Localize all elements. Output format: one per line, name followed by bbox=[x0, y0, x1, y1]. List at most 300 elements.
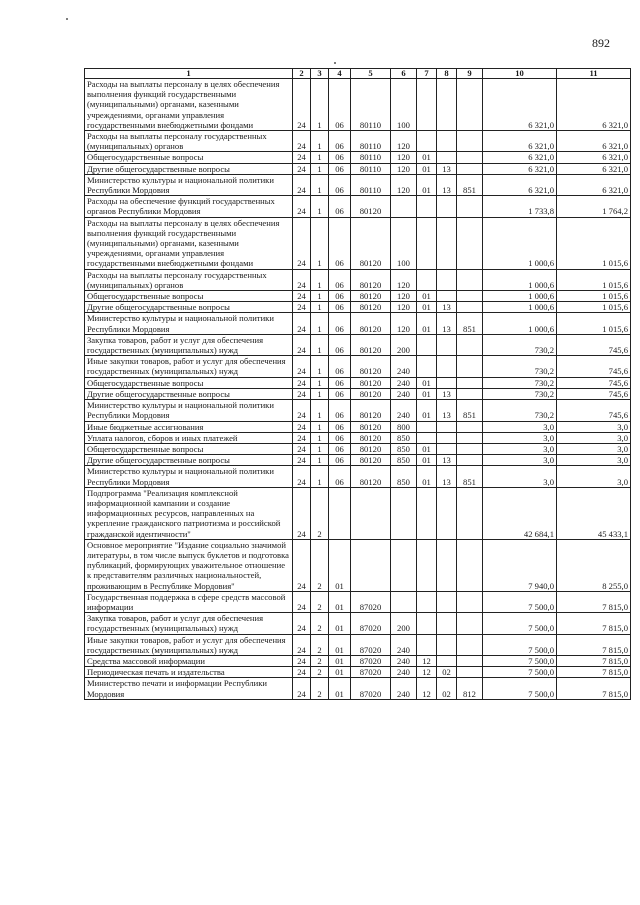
table-body bbox=[85, 79, 631, 700]
target-item-cell: 80120 bbox=[351, 377, 391, 388]
table-row bbox=[85, 400, 631, 421]
amount-year2-cell: 7 815,0 bbox=[557, 678, 631, 699]
amount-year1-cell: 7 500,0 bbox=[483, 613, 557, 634]
program-cell: 06 bbox=[329, 421, 351, 432]
program-cell: 01 bbox=[329, 591, 351, 612]
amount-year1-cell: 6 321,0 bbox=[483, 79, 557, 131]
target-item-cell: 80120 bbox=[351, 302, 391, 313]
section-cell: 24 bbox=[293, 79, 311, 131]
subdivision-cell: 13 bbox=[437, 313, 457, 334]
scan-speck bbox=[334, 62, 336, 64]
division-cell bbox=[417, 79, 437, 131]
subsection-cell: 1 bbox=[311, 163, 329, 174]
subdivision-cell bbox=[437, 634, 457, 655]
amount-year2-cell: 6 321,0 bbox=[557, 174, 631, 195]
ministry-code-cell: 851 bbox=[457, 174, 483, 195]
program-cell: 01 bbox=[329, 667, 351, 678]
subsection-cell: 1 bbox=[311, 174, 329, 195]
section-cell: 24 bbox=[293, 269, 311, 290]
expense-type-cell: 850 bbox=[391, 443, 417, 454]
amount-year1-cell: 730,2 bbox=[483, 400, 557, 421]
program-cell: 06 bbox=[329, 174, 351, 195]
amount-year2-cell: 3,0 bbox=[557, 443, 631, 454]
subdivision-cell bbox=[437, 539, 457, 591]
ministry-code-cell: 851 bbox=[457, 466, 483, 487]
expense-type-cell: 240 bbox=[391, 377, 417, 388]
section-cell: 24 bbox=[293, 591, 311, 612]
program-cell: 06 bbox=[329, 302, 351, 313]
expense-type-cell: 850 bbox=[391, 466, 417, 487]
subsection-cell: 1 bbox=[311, 421, 329, 432]
amount-year2-cell: 745,6 bbox=[557, 400, 631, 421]
row-name-cell: Уплата налогов, сборов и иных платежей bbox=[85, 432, 293, 443]
program-cell: 01 bbox=[329, 613, 351, 634]
amount-year2-cell: 3,0 bbox=[557, 455, 631, 466]
expense-type-cell: 800 bbox=[391, 421, 417, 432]
amount-year2-cell: 45 433,1 bbox=[557, 487, 631, 539]
table-row bbox=[85, 421, 631, 432]
table-row bbox=[85, 131, 631, 152]
amount-year1-cell: 1 000,6 bbox=[483, 217, 557, 269]
subdivision-cell bbox=[437, 487, 457, 539]
table-row bbox=[85, 388, 631, 399]
row-name-cell: Закупка товаров, работ и услуг для обеспечения государственных (муниципальных) нужд bbox=[85, 334, 293, 355]
target-item-cell: 80120 bbox=[351, 432, 391, 443]
expense-type-cell: 100 bbox=[391, 217, 417, 269]
table-row bbox=[85, 302, 631, 313]
section-cell: 24 bbox=[293, 196, 311, 217]
expense-type-cell: 240 bbox=[391, 667, 417, 678]
subsection-cell: 1 bbox=[311, 455, 329, 466]
amount-year1-cell: 7 500,0 bbox=[483, 591, 557, 612]
section-cell: 24 bbox=[293, 432, 311, 443]
target-item-cell bbox=[351, 487, 391, 539]
expense-type-cell: 120 bbox=[391, 269, 417, 290]
subdivision-cell bbox=[437, 356, 457, 377]
row-name-cell: Иные закупки товаров, работ и услуг для обеспечения государственных (муниципальных) нужд bbox=[85, 634, 293, 655]
row-name-cell: Общегосударственные вопросы bbox=[85, 443, 293, 454]
program-cell: 06 bbox=[329, 131, 351, 152]
program-cell: 06 bbox=[329, 79, 351, 131]
subsection-cell: 2 bbox=[311, 487, 329, 539]
target-item-cell: 87020 bbox=[351, 667, 391, 678]
subsection-cell: 2 bbox=[311, 667, 329, 678]
target-item-cell: 80120 bbox=[351, 313, 391, 334]
amount-year1-cell: 3,0 bbox=[483, 432, 557, 443]
target-item-cell: 87020 bbox=[351, 678, 391, 699]
subdivision-cell bbox=[437, 131, 457, 152]
program-cell: 06 bbox=[329, 269, 351, 290]
amount-year2-cell: 6 321,0 bbox=[557, 163, 631, 174]
division-cell bbox=[417, 487, 437, 539]
amount-year2-cell: 745,6 bbox=[557, 377, 631, 388]
ministry-code-cell bbox=[457, 421, 483, 432]
row-name-cell: Другие общегосударственные вопросы bbox=[85, 163, 293, 174]
table-row bbox=[85, 455, 631, 466]
amount-year2-cell: 7 815,0 bbox=[557, 634, 631, 655]
division-cell bbox=[417, 613, 437, 634]
subsection-cell: 1 bbox=[311, 291, 329, 302]
row-name-cell: Расходы на выплаты персоналу государственных (муниципальных) органов bbox=[85, 269, 293, 290]
table-row bbox=[85, 196, 631, 217]
column-header: 3 bbox=[311, 69, 329, 79]
budget-table bbox=[84, 68, 631, 700]
subsection-cell: 2 bbox=[311, 613, 329, 634]
subdivision-cell bbox=[437, 79, 457, 131]
ministry-code-cell bbox=[457, 163, 483, 174]
subsection-cell: 2 bbox=[311, 634, 329, 655]
target-item-cell: 80110 bbox=[351, 131, 391, 152]
subsection-cell: 1 bbox=[311, 269, 329, 290]
amount-year2-cell: 1 015,6 bbox=[557, 313, 631, 334]
program-cell: 06 bbox=[329, 432, 351, 443]
subdivision-cell bbox=[437, 377, 457, 388]
column-header: 9 bbox=[457, 69, 483, 79]
program-cell: 06 bbox=[329, 377, 351, 388]
table-row bbox=[85, 678, 631, 699]
subsection-cell: 1 bbox=[311, 356, 329, 377]
amount-year1-cell: 3,0 bbox=[483, 466, 557, 487]
ministry-code-cell bbox=[457, 388, 483, 399]
target-item-cell: 80110 bbox=[351, 163, 391, 174]
division-cell: 01 bbox=[417, 455, 437, 466]
division-cell bbox=[417, 432, 437, 443]
section-cell: 24 bbox=[293, 152, 311, 163]
amount-year1-cell: 1 000,6 bbox=[483, 302, 557, 313]
subdivision-cell bbox=[437, 196, 457, 217]
amount-year2-cell: 6 321,0 bbox=[557, 79, 631, 131]
table-row bbox=[85, 163, 631, 174]
division-cell bbox=[417, 334, 437, 355]
amount-year1-cell: 6 321,0 bbox=[483, 131, 557, 152]
amount-year2-cell: 1 015,6 bbox=[557, 291, 631, 302]
section-cell: 24 bbox=[293, 678, 311, 699]
amount-year1-cell: 3,0 bbox=[483, 455, 557, 466]
amount-year2-cell: 6 321,0 bbox=[557, 152, 631, 163]
program-cell: 06 bbox=[329, 334, 351, 355]
table-row bbox=[85, 487, 631, 539]
expense-type-cell: 200 bbox=[391, 613, 417, 634]
column-header: 2 bbox=[293, 69, 311, 79]
ministry-code-cell: 851 bbox=[457, 313, 483, 334]
section-cell: 24 bbox=[293, 313, 311, 334]
column-header: 6 bbox=[391, 69, 417, 79]
row-name-cell: Общегосударственные вопросы bbox=[85, 152, 293, 163]
table-row bbox=[85, 334, 631, 355]
target-item-cell bbox=[351, 539, 391, 591]
amount-year1-cell: 3,0 bbox=[483, 443, 557, 454]
subdivision-cell bbox=[437, 655, 457, 666]
row-name-cell: Министерство культуры и национальной политики Республики Мордовия bbox=[85, 313, 293, 334]
section-cell: 24 bbox=[293, 487, 311, 539]
column-header: 4 bbox=[329, 69, 351, 79]
section-cell: 24 bbox=[293, 455, 311, 466]
program-cell: 06 bbox=[329, 313, 351, 334]
amount-year1-cell: 6 321,0 bbox=[483, 163, 557, 174]
section-cell: 24 bbox=[293, 443, 311, 454]
division-cell: 01 bbox=[417, 400, 437, 421]
section-cell: 24 bbox=[293, 667, 311, 678]
row-name-cell: Министерство культуры и национальной политики Республики Мордовия bbox=[85, 174, 293, 195]
subsection-cell: 1 bbox=[311, 443, 329, 454]
amount-year2-cell: 745,6 bbox=[557, 356, 631, 377]
table-row bbox=[85, 655, 631, 666]
amount-year2-cell: 7 815,0 bbox=[557, 591, 631, 612]
expense-type-cell: 100 bbox=[391, 79, 417, 131]
row-name-cell: Расходы на выплаты персоналу в целях обеспечения выполнения функций государственными (муниципальными) органами, казенными учреждениями, органами управления государственными внебюджетными фондами bbox=[85, 217, 293, 269]
ministry-code-cell bbox=[457, 455, 483, 466]
amount-year2-cell: 3,0 bbox=[557, 421, 631, 432]
expense-type-cell: 850 bbox=[391, 432, 417, 443]
program-cell: 06 bbox=[329, 443, 351, 454]
amount-year2-cell: 1 015,6 bbox=[557, 217, 631, 269]
amount-year2-cell: 1 015,6 bbox=[557, 302, 631, 313]
amount-year2-cell: 3,0 bbox=[557, 432, 631, 443]
expense-type-cell: 120 bbox=[391, 302, 417, 313]
program-cell: 06 bbox=[329, 388, 351, 399]
table-header-row bbox=[85, 69, 631, 79]
expense-type-cell: 120 bbox=[391, 152, 417, 163]
target-item-cell: 80120 bbox=[351, 400, 391, 421]
division-cell bbox=[417, 269, 437, 290]
amount-year2-cell: 7 815,0 bbox=[557, 655, 631, 666]
table-row bbox=[85, 377, 631, 388]
division-cell: 01 bbox=[417, 443, 437, 454]
amount-year1-cell: 730,2 bbox=[483, 377, 557, 388]
column-header: 5 bbox=[351, 69, 391, 79]
ministry-code-cell bbox=[457, 487, 483, 539]
column-header: 8 bbox=[437, 69, 457, 79]
division-cell bbox=[417, 591, 437, 612]
subdivision-cell: 13 bbox=[437, 466, 457, 487]
expense-type-cell: 200 bbox=[391, 334, 417, 355]
subsection-cell: 2 bbox=[311, 678, 329, 699]
subsection-cell: 1 bbox=[311, 131, 329, 152]
table-row bbox=[85, 432, 631, 443]
target-item-cell: 80110 bbox=[351, 152, 391, 163]
division-cell bbox=[417, 634, 437, 655]
division-cell: 01 bbox=[417, 163, 437, 174]
section-cell: 24 bbox=[293, 377, 311, 388]
row-name-cell: Средства массовой информации bbox=[85, 655, 293, 666]
expense-type-cell: 240 bbox=[391, 400, 417, 421]
row-name-cell: Другие общегосударственные вопросы bbox=[85, 388, 293, 399]
division-cell bbox=[417, 217, 437, 269]
amount-year2-cell: 6 321,0 bbox=[557, 131, 631, 152]
expense-type-cell: 240 bbox=[391, 388, 417, 399]
amount-year2-cell: 8 255,0 bbox=[557, 539, 631, 591]
amount-year1-cell: 1 000,6 bbox=[483, 291, 557, 302]
ministry-code-cell bbox=[457, 432, 483, 443]
amount-year1-cell: 6 321,0 bbox=[483, 174, 557, 195]
ministry-code-cell bbox=[457, 667, 483, 678]
subsection-cell: 2 bbox=[311, 539, 329, 591]
table-row bbox=[85, 634, 631, 655]
ministry-code-cell: 851 bbox=[457, 400, 483, 421]
column-header: 7 bbox=[417, 69, 437, 79]
subdivision-cell bbox=[437, 291, 457, 302]
amount-year2-cell: 7 815,0 bbox=[557, 613, 631, 634]
amount-year2-cell: 1 764,2 bbox=[557, 196, 631, 217]
division-cell bbox=[417, 196, 437, 217]
table-row bbox=[85, 174, 631, 195]
target-item-cell: 80120 bbox=[351, 443, 391, 454]
target-item-cell: 80120 bbox=[351, 334, 391, 355]
amount-year2-cell: 745,6 bbox=[557, 388, 631, 399]
column-header: 10 bbox=[483, 69, 557, 79]
division-cell: 12 bbox=[417, 655, 437, 666]
row-name-cell: Расходы на обеспечение функций государственных органов Республики Мордовия bbox=[85, 196, 293, 217]
target-item-cell: 87020 bbox=[351, 613, 391, 634]
subsection-cell: 1 bbox=[311, 152, 329, 163]
page-number: 892 bbox=[592, 36, 610, 50]
amount-year2-cell: 7 815,0 bbox=[557, 667, 631, 678]
subsection-cell: 1 bbox=[311, 79, 329, 131]
expense-type-cell bbox=[391, 196, 417, 217]
subdivision-cell bbox=[437, 269, 457, 290]
program-cell: 06 bbox=[329, 217, 351, 269]
ministry-code-cell bbox=[457, 79, 483, 131]
table-row bbox=[85, 591, 631, 612]
division-cell: 01 bbox=[417, 174, 437, 195]
subdivision-cell bbox=[437, 613, 457, 634]
section-cell: 24 bbox=[293, 466, 311, 487]
section-cell: 24 bbox=[293, 163, 311, 174]
ministry-code-cell bbox=[457, 217, 483, 269]
subdivision-cell: 13 bbox=[437, 302, 457, 313]
subsection-cell: 1 bbox=[311, 302, 329, 313]
table-row bbox=[85, 79, 631, 131]
row-name-cell: Закупка товаров, работ и услуг для обеспечения государственных (муниципальных) нужд bbox=[85, 613, 293, 634]
row-name-cell: Иные бюджетные ассигнования bbox=[85, 421, 293, 432]
amount-year1-cell: 7 500,0 bbox=[483, 634, 557, 655]
expense-type-cell: 240 bbox=[391, 678, 417, 699]
program-cell: 06 bbox=[329, 455, 351, 466]
target-item-cell: 80120 bbox=[351, 388, 391, 399]
ministry-code-cell bbox=[457, 334, 483, 355]
section-cell: 24 bbox=[293, 655, 311, 666]
subdivision-cell bbox=[437, 421, 457, 432]
program-cell: 01 bbox=[329, 678, 351, 699]
table-row bbox=[85, 152, 631, 163]
subdivision-cell bbox=[437, 443, 457, 454]
amount-year1-cell: 730,2 bbox=[483, 334, 557, 355]
expense-type-cell: 240 bbox=[391, 634, 417, 655]
section-cell: 24 bbox=[293, 539, 311, 591]
division-cell: 01 bbox=[417, 466, 437, 487]
subdivision-cell: 02 bbox=[437, 678, 457, 699]
section-cell: 24 bbox=[293, 613, 311, 634]
target-item-cell: 80120 bbox=[351, 196, 391, 217]
ministry-code-cell bbox=[457, 591, 483, 612]
expense-type-cell: 120 bbox=[391, 174, 417, 195]
amount-year1-cell: 1 000,6 bbox=[483, 269, 557, 290]
division-cell bbox=[417, 539, 437, 591]
expense-type-cell: 850 bbox=[391, 455, 417, 466]
row-name-cell: Министерство печати и информации Республики Мордовия bbox=[85, 678, 293, 699]
program-cell: 01 bbox=[329, 634, 351, 655]
table-row bbox=[85, 539, 631, 591]
row-name-cell: Другие общегосударственные вопросы bbox=[85, 302, 293, 313]
target-item-cell: 80120 bbox=[351, 466, 391, 487]
ministry-code-cell bbox=[457, 291, 483, 302]
expense-type-cell bbox=[391, 487, 417, 539]
amount-year1-cell: 6 321,0 bbox=[483, 152, 557, 163]
program-cell: 06 bbox=[329, 291, 351, 302]
subsection-cell: 2 bbox=[311, 591, 329, 612]
division-cell bbox=[417, 356, 437, 377]
row-name-cell: Иные закупки товаров, работ и услуг для обеспечения государственных (муниципальных) нужд bbox=[85, 356, 293, 377]
subdivision-cell: 13 bbox=[437, 388, 457, 399]
program-cell: 06 bbox=[329, 356, 351, 377]
program-cell: 06 bbox=[329, 400, 351, 421]
amount-year2-cell: 745,6 bbox=[557, 334, 631, 355]
expense-type-cell: 240 bbox=[391, 356, 417, 377]
ministry-code-cell bbox=[457, 152, 483, 163]
ministry-code-cell bbox=[457, 302, 483, 313]
amount-year1-cell: 7 500,0 bbox=[483, 667, 557, 678]
subdivision-cell: 13 bbox=[437, 174, 457, 195]
expense-type-cell: 120 bbox=[391, 291, 417, 302]
ministry-code-cell bbox=[457, 443, 483, 454]
target-item-cell: 87020 bbox=[351, 591, 391, 612]
ministry-code-cell bbox=[457, 613, 483, 634]
row-name-cell: Общегосударственные вопросы bbox=[85, 377, 293, 388]
division-cell: 01 bbox=[417, 313, 437, 334]
expense-type-cell: 120 bbox=[391, 131, 417, 152]
ministry-code-cell bbox=[457, 356, 483, 377]
target-item-cell: 80110 bbox=[351, 79, 391, 131]
amount-year1-cell: 730,2 bbox=[483, 356, 557, 377]
column-header: 11 bbox=[557, 69, 631, 79]
target-item-cell: 87020 bbox=[351, 634, 391, 655]
section-cell: 24 bbox=[293, 634, 311, 655]
program-cell: 01 bbox=[329, 539, 351, 591]
subsection-cell: 1 bbox=[311, 400, 329, 421]
program-cell: 06 bbox=[329, 196, 351, 217]
table-row bbox=[85, 313, 631, 334]
scan-speck bbox=[66, 18, 68, 20]
table-row bbox=[85, 613, 631, 634]
ministry-code-cell bbox=[457, 655, 483, 666]
section-cell: 24 bbox=[293, 217, 311, 269]
division-cell: 01 bbox=[417, 291, 437, 302]
table-row bbox=[85, 466, 631, 487]
table-row bbox=[85, 269, 631, 290]
division-cell: 01 bbox=[417, 152, 437, 163]
division-cell: 12 bbox=[417, 678, 437, 699]
subdivision-cell: 13 bbox=[437, 455, 457, 466]
table-row bbox=[85, 291, 631, 302]
subdivision-cell bbox=[437, 432, 457, 443]
amount-year2-cell: 3,0 bbox=[557, 466, 631, 487]
subsection-cell: 2 bbox=[311, 655, 329, 666]
table-row bbox=[85, 217, 631, 269]
section-cell: 24 bbox=[293, 388, 311, 399]
subsection-cell: 1 bbox=[311, 313, 329, 334]
target-item-cell: 80120 bbox=[351, 455, 391, 466]
ministry-code-cell bbox=[457, 539, 483, 591]
subdivision-cell bbox=[437, 334, 457, 355]
subsection-cell: 1 bbox=[311, 432, 329, 443]
subdivision-cell: 13 bbox=[437, 163, 457, 174]
amount-year1-cell: 7 500,0 bbox=[483, 678, 557, 699]
amount-year1-cell: 1 000,6 bbox=[483, 313, 557, 334]
section-cell: 24 bbox=[293, 334, 311, 355]
subdivision-cell bbox=[437, 217, 457, 269]
row-name-cell: Расходы на выплаты персоналу в целях обеспечения выполнения функций государственными (муниципальными) органами, казенными учреждениями, органами управления государственными внебюджетными фондами bbox=[85, 79, 293, 131]
program-cell: 06 bbox=[329, 466, 351, 487]
